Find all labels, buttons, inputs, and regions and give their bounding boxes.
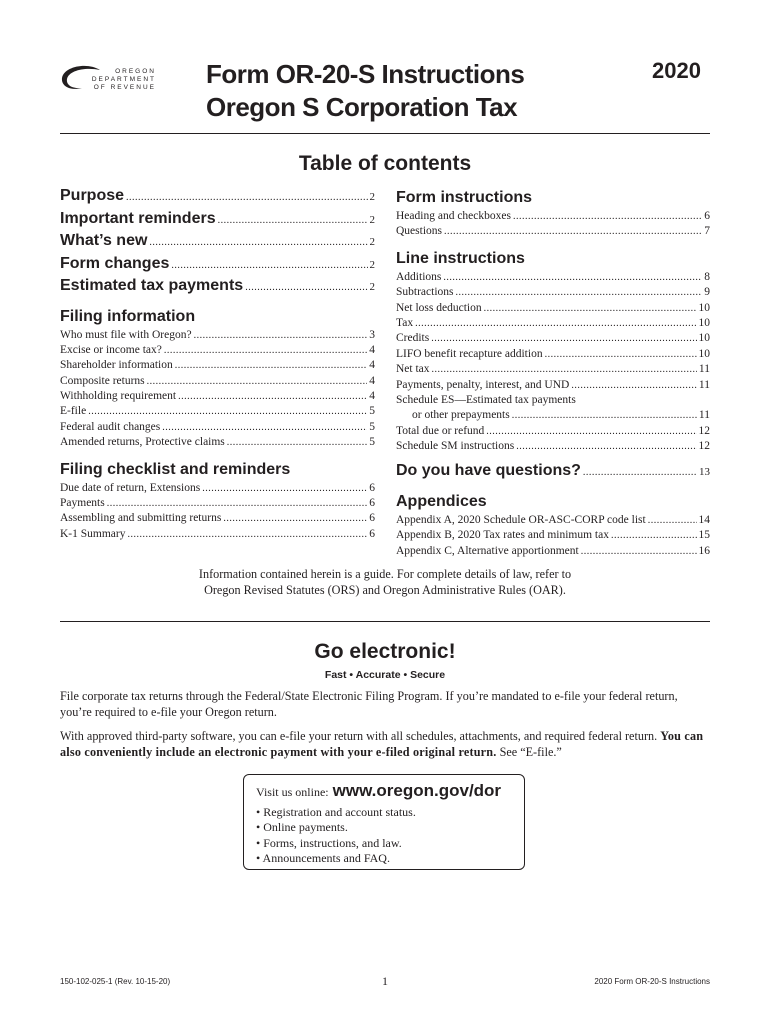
- online-service-item: • Registration and account status.: [256, 805, 512, 820]
- toc-entry[interactable]: [396, 285, 710, 300]
- toc-entry[interactable]: [396, 224, 710, 239]
- toc-entry-page: 11: [698, 378, 710, 391]
- toc-entry[interactable]: [60, 358, 375, 373]
- info-line1: Information contained herein is a guide. For complete details of law, refer to: [198, 567, 572, 581]
- toc-entry-page: 4: [369, 390, 375, 403]
- toc-major-list: [60, 187, 375, 300]
- toc-entry[interactable]: [396, 378, 710, 393]
- toc-entry[interactable]: [60, 404, 375, 419]
- toc-entry-label: Assembling and submitting returns: [60, 512, 222, 525]
- section-divider: [60, 621, 710, 622]
- online-service-item: • Online payments.: [256, 820, 512, 835]
- toc-entry-questions[interactable]: [396, 462, 710, 485]
- checklist-heading: Filing checklist and reminders: [60, 460, 291, 478]
- toc-entry[interactable]: [396, 513, 710, 528]
- toc-entry-page: 2: [369, 281, 375, 293]
- toc-entry-label: Total due or refund: [396, 424, 485, 437]
- toc-entry[interactable]: [60, 481, 375, 496]
- toc-entry-label: Who must file with Oregon?: [60, 328, 192, 341]
- toc-entry-label: Due date of return, Extensions: [60, 481, 201, 494]
- toc-entry-page: 4: [369, 359, 375, 372]
- toc-entry[interactable]: [60, 435, 375, 450]
- toc-entry[interactable]: [60, 232, 375, 255]
- visit-label: Visit us online:: [256, 785, 329, 799]
- appendices-list: [396, 513, 710, 559]
- appendices-heading: Appendices: [396, 492, 487, 510]
- toc-entry-label: Heading and checkboxes: [396, 210, 511, 222]
- efile-para2-ref: See “E-file.”: [496, 745, 562, 759]
- toc-left-column: [60, 187, 375, 542]
- toc-entry-label: Payments: [60, 497, 105, 510]
- toc-entry-page: 10: [698, 301, 710, 314]
- toc-entry-schedule-es[interactable]: [396, 393, 710, 408]
- toc-entry-label: E-file: [60, 405, 87, 418]
- line-instructions-list-after: [396, 424, 710, 455]
- toc-entry-label: Appendix A, 2020 Schedule OR-ASC-CORP code list: [396, 513, 646, 526]
- toc-entry[interactable]: [60, 187, 375, 210]
- toc-entry-label: Excise or income tax?: [60, 343, 162, 356]
- toc-entry-page: 10: [698, 316, 710, 329]
- toc-entry-page: 14: [698, 513, 710, 526]
- toc-entry[interactable]: [396, 270, 710, 285]
- toc-entry-page: 5: [369, 420, 375, 433]
- efile-paragraph-1: File corporate tax returns through the Federal/State Electronic Filing Program. If you’re mandated to e-file your federal return, you’re required to e-file your Oregon return.: [60, 689, 678, 719]
- toc-entry[interactable]: [396, 528, 710, 543]
- page-number: 1: [382, 974, 388, 988]
- footer-form-title: 2020 Form OR-20-S Instructions: [594, 977, 710, 986]
- info-line2: Oregon Revised Statutes (ORS) and Oregon Administrative Rules (OAR).: [204, 582, 566, 597]
- toc-entry-page: 6: [704, 210, 710, 222]
- line-instructions-list: [396, 270, 710, 393]
- toc-entry[interactable]: [396, 544, 710, 559]
- online-box: [243, 774, 525, 870]
- toc-entry-label: Schedule SM instructions: [396, 440, 515, 453]
- online-service-item: • Forms, instructions, and law.: [256, 836, 512, 851]
- toc-entry-page: 6: [369, 481, 375, 494]
- toc-entry[interactable]: [60, 343, 375, 358]
- form-instructions-list: [396, 209, 710, 240]
- logo-line2: DEPARTMENT: [91, 76, 156, 83]
- toc-entry[interactable]: [60, 328, 375, 343]
- toc-entry-page: 6: [369, 497, 375, 510]
- toc-entry-label: Federal audit changes: [60, 420, 161, 433]
- toc-title: Table of contents: [298, 152, 472, 175]
- toc-entry-page: 12: [698, 424, 710, 437]
- toc-entry-label: Estimated tax payments: [60, 277, 244, 294]
- dor-logo: [60, 64, 160, 94]
- website-link[interactable]: www.oregon.gov/dor: [332, 781, 502, 800]
- form-instructions-heading: Form instructions: [396, 189, 533, 206]
- tax-year: 2020: [652, 58, 701, 83]
- toc-entry-label: Purpose: [60, 187, 125, 204]
- toc-entry-page: 10: [698, 347, 710, 360]
- toc-entry-label: Schedule ES—Estimated tax payments: [396, 393, 576, 406]
- go-electronic-title: Go electronic!: [314, 640, 456, 663]
- toc-entry-page: 12: [698, 440, 710, 453]
- title-line2: Oregon S Corporation Tax: [206, 92, 518, 122]
- toc-entry-page: 5: [369, 405, 375, 418]
- toc-entry-page: 13: [699, 466, 710, 479]
- toc-entry-page: 6: [369, 527, 375, 540]
- toc-entry-page: 16: [698, 544, 710, 557]
- info-note: [0, 567, 770, 598]
- header-divider: [60, 133, 710, 134]
- toc-entry-label: K-1 Summary: [60, 527, 126, 540]
- toc-entry-page: 11: [698, 363, 710, 376]
- toc-entry-page: 2: [369, 213, 375, 226]
- toc-entry-label: Do you have questions?: [396, 462, 581, 480]
- logo-line3: OF REVENUE: [93, 84, 156, 91]
- line-instructions-heading: Line instructions: [396, 249, 525, 267]
- page-title: [206, 58, 524, 124]
- toc-entry[interactable]: [60, 210, 375, 233]
- toc-entry[interactable]: [396, 347, 710, 362]
- toc-entry-page: 4: [369, 343, 375, 356]
- toc-entry-label: or other prepayments: [412, 409, 510, 422]
- toc-entry-label: Important reminders: [60, 209, 216, 227]
- toc-entry-label: LIFO benefit recapture addition: [396, 347, 543, 360]
- toc-entry[interactable]: [60, 255, 375, 278]
- toc-entry-label: Net loss deduction: [396, 301, 482, 314]
- toc-entry-page: 5: [369, 436, 375, 449]
- toc-entry-page: 8: [704, 270, 710, 283]
- toc-entry[interactable]: [396, 362, 710, 377]
- toc-entry-page: 3: [369, 328, 375, 341]
- toc-entry-label: Tax: [396, 316, 414, 329]
- toc-entry-page: 2: [369, 258, 375, 271]
- toc-entry-label: Payments, penalty, interest, and UND: [396, 378, 570, 391]
- toc-entry-label: Amended returns, Protective claims: [60, 436, 225, 449]
- filing-info-list: [60, 328, 375, 451]
- toc-entry[interactable]: [60, 277, 375, 300]
- toc-entry-page: 11: [698, 409, 710, 422]
- toc-entry-label: Withholding requirement: [60, 390, 177, 403]
- toc-entry[interactable]: [396, 439, 710, 454]
- toc-entry-label: Subtractions: [396, 286, 454, 299]
- filing-info-heading: Filing information: [60, 307, 196, 325]
- toc-entry[interactable]: [396, 331, 710, 346]
- toc-entry-page: 15: [698, 529, 710, 542]
- efile-para2-text: With approved third-party software, you can e-file your return with all schedules, attachments, and required federal return.: [60, 729, 661, 743]
- toc-entry[interactable]: [396, 316, 710, 331]
- toc-entry[interactable]: [396, 209, 710, 224]
- online-service-item: • Announcements and FAQ.: [256, 851, 512, 866]
- toc-entry[interactable]: [60, 527, 375, 542]
- efile-para2-bold: You can also conveniently include an electronic payment with your e-filed original return.: [60, 729, 704, 759]
- logo-line1: OREGON: [115, 68, 156, 75]
- toc-entry[interactable]: [396, 301, 710, 316]
- checklist-list: [60, 481, 375, 543]
- toc-entry[interactable]: [60, 420, 375, 435]
- toc-entry-page: 9: [704, 286, 710, 299]
- toc-entry[interactable]: [60, 389, 375, 404]
- toc-entry-page: 10: [698, 332, 710, 345]
- toc-entry-label: Shareholder information: [60, 359, 173, 372]
- toc-entry-page: 4: [369, 374, 375, 387]
- title-line1: Form OR-20-S Instructions: [206, 59, 525, 89]
- toc-entry-label: Credits: [396, 332, 430, 345]
- toc-right-column: [396, 187, 710, 559]
- toc-entry[interactable]: [60, 511, 375, 526]
- toc-entry-label: Form changes: [60, 254, 170, 272]
- go-electronic-subtitle: Fast • Accurate • Secure: [324, 669, 446, 681]
- toc-entry-page: 2: [369, 236, 375, 248]
- toc-entry-page: 6: [369, 512, 375, 525]
- toc-entry-page: 2: [369, 191, 375, 203]
- toc-entry[interactable]: [396, 424, 710, 439]
- form-number: 150-102-025-1 (Rev. 10-15-20): [60, 977, 171, 986]
- visit-line: [256, 781, 512, 801]
- toc-entry-label: Net tax: [396, 363, 430, 376]
- toc-entry-label: What’s new: [60, 232, 148, 249]
- efile-paragraph-2: [60, 728, 712, 760]
- online-services-list: [256, 805, 512, 866]
- toc-entry-label: Appendix B, 2020 Tax rates and minimum tax: [396, 529, 609, 542]
- toc-entry-label: Questions: [396, 225, 442, 238]
- toc-entry[interactable]: [60, 374, 375, 389]
- toc-entry-label: Composite returns: [60, 374, 145, 387]
- toc-entry-schedule-es-cont[interactable]: [396, 408, 710, 423]
- toc-entry-label: Appendix C, Alternative apportionment: [396, 544, 579, 557]
- toc-entry[interactable]: [60, 496, 375, 511]
- toc-entry-label: Additions: [396, 270, 442, 283]
- toc-entry-page: 7: [704, 225, 710, 238]
